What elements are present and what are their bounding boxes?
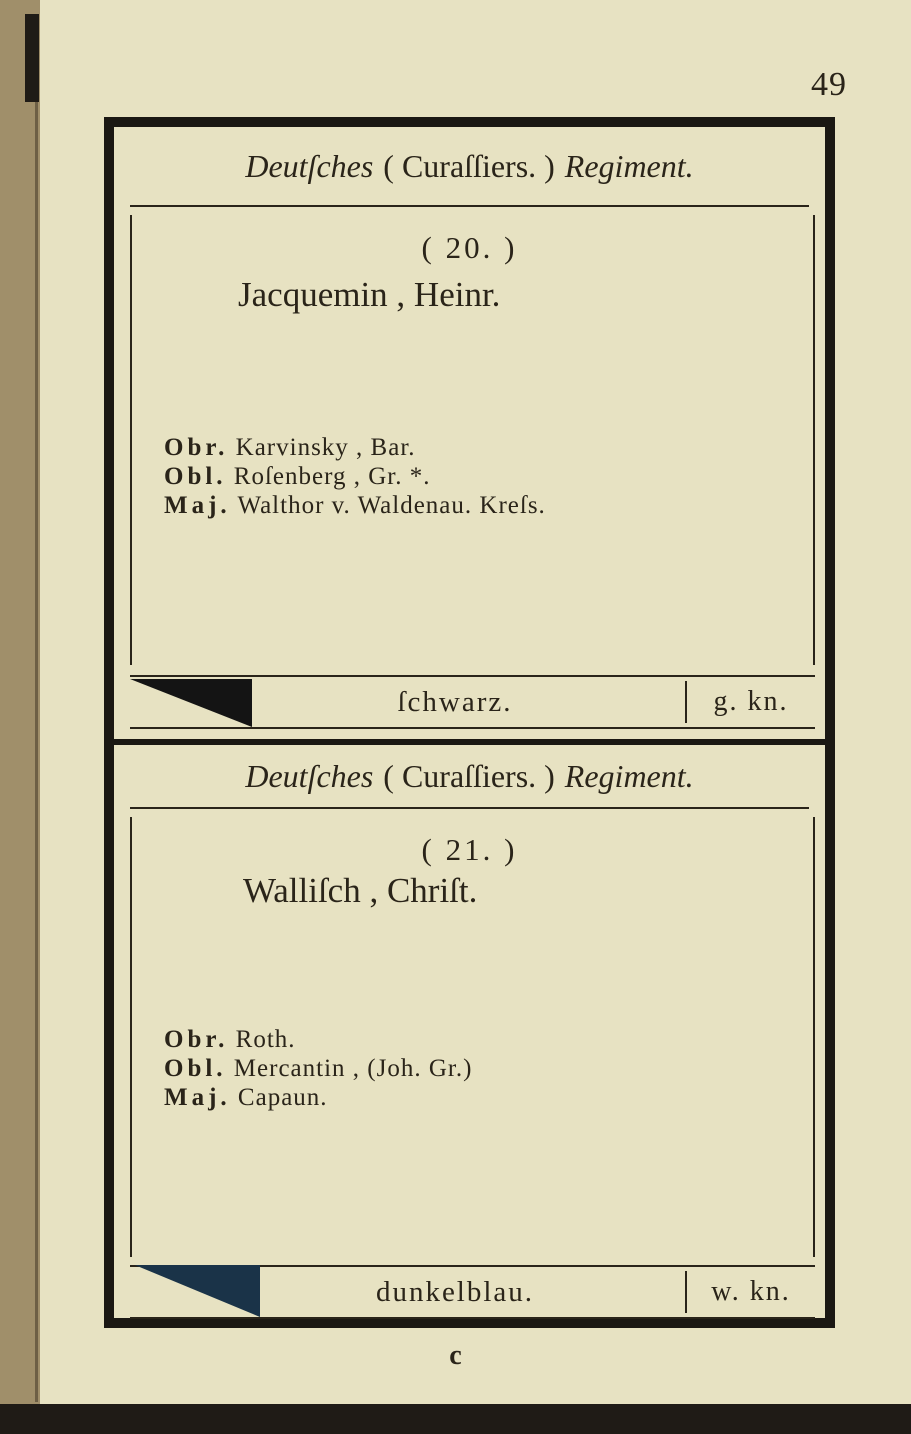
officer-name: Karvinsky , Bar. <box>235 434 416 461</box>
flag-swatch-icon <box>130 1265 260 1319</box>
flag-swatch-fill <box>130 1265 260 1317</box>
spine-mark <box>25 14 39 102</box>
header-suffix: Regiment. <box>564 757 694 794</box>
officer-list <box>164 433 546 520</box>
officer-name: Roth. <box>235 1026 296 1053</box>
button-color: g. kn. <box>685 681 815 723</box>
regiment-colonel: Walliſch , Chriſt. <box>243 871 478 910</box>
facing-color: ſchwarz. <box>397 686 513 718</box>
officer-line <box>164 1054 472 1083</box>
officer-role: Obr. <box>164 1026 229 1053</box>
officer-role: Obl. <box>164 1055 227 1082</box>
regiment-table-frame <box>104 117 835 1328</box>
regiment-header <box>130 745 809 809</box>
regiment-entry-20 <box>114 127 825 739</box>
officer-name: Mercantin , (Joh. Gr.) <box>233 1055 473 1082</box>
officer-name: Roſenberg , Gr. *. <box>233 463 431 490</box>
spine-line <box>35 102 38 1402</box>
flag-swatch-icon <box>130 675 252 729</box>
regiment-header <box>130 127 809 207</box>
regiment-uniform-row <box>130 1265 815 1319</box>
facing-color: dunkelblau. <box>375 1276 535 1308</box>
officer-list <box>164 1025 472 1112</box>
officer-name: Capaun. <box>237 1084 328 1111</box>
flag-swatch-fill <box>130 679 252 727</box>
entry-rule-right <box>813 215 815 665</box>
page-number: 49 <box>811 66 847 103</box>
entry-rule-left <box>130 817 132 1257</box>
regiment-entry-21 <box>114 745 825 1318</box>
entry-rule-right <box>813 817 815 1257</box>
header-type: ( Curaſſiers. ) <box>383 757 555 794</box>
officer-line <box>164 1083 472 1112</box>
regiment-number: ( 21. ) <box>421 832 518 867</box>
page-bottom-edge <box>0 1404 911 1434</box>
officer-role: Obl. <box>164 463 227 490</box>
officer-line <box>164 491 546 520</box>
header-prefix: Deutſches <box>245 757 374 794</box>
regiment-number: ( 20. ) <box>421 230 518 265</box>
officer-name: Walthor v. Waldenau. Kreſs. <box>237 492 546 519</box>
header-prefix: Deutſches <box>245 147 374 184</box>
officer-role: Maj. <box>164 492 231 519</box>
regiment-uniform-row <box>130 675 815 729</box>
officer-line <box>164 462 546 491</box>
signature-mark: c <box>449 1340 462 1371</box>
header-type: ( Curaſſiers. ) <box>383 147 555 184</box>
regiment-colonel: Jacquemin , Heinr. <box>238 275 501 314</box>
entry-rule-left <box>130 215 132 665</box>
button-color: w. kn. <box>685 1271 815 1313</box>
header-suffix: Regiment. <box>564 147 694 184</box>
book-spine <box>0 0 40 1434</box>
officer-line <box>164 433 546 462</box>
officer-role: Obr. <box>164 434 229 461</box>
officer-role: Maj. <box>164 1084 231 1111</box>
officer-line <box>164 1025 472 1054</box>
